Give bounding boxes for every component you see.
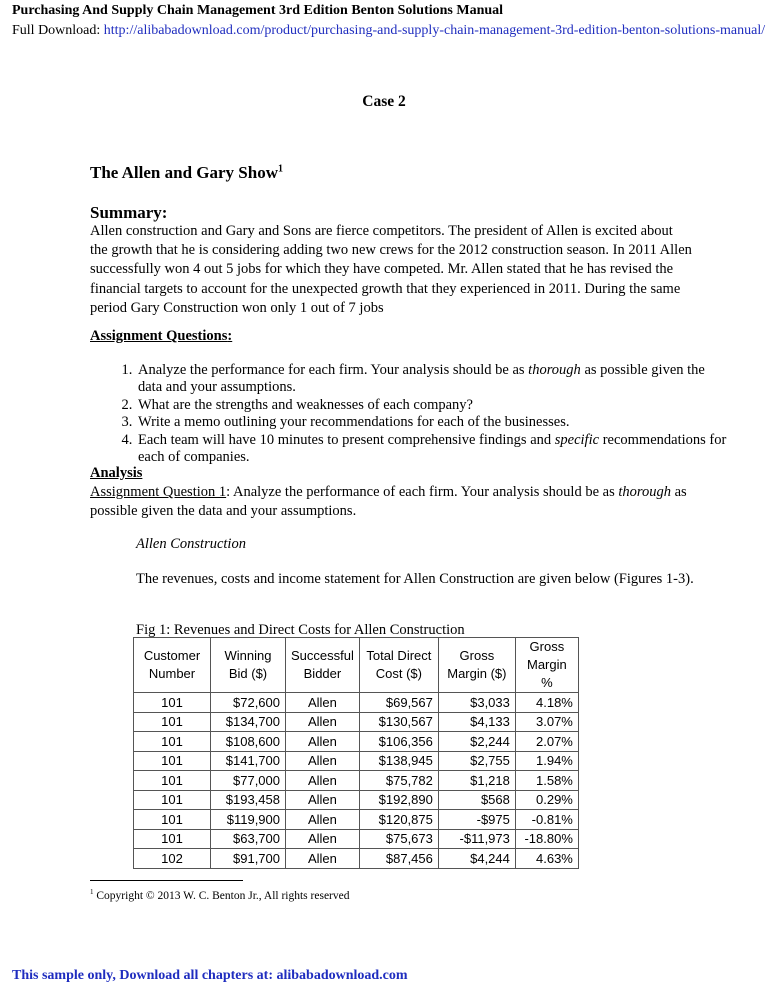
cell-winning-bid: $72,600 bbox=[211, 693, 286, 713]
cell-winning-bid: $91,700 bbox=[211, 849, 286, 869]
footer-download-note[interactable]: This sample only, Download all chapters at: alibabadownload.com bbox=[12, 968, 408, 983]
cell-customer: 101 bbox=[134, 829, 211, 849]
cell-gross-margin-pct: 1.94% bbox=[515, 751, 578, 771]
cell-gross-margin: $4,244 bbox=[438, 849, 515, 869]
cell-customer: 101 bbox=[134, 712, 211, 732]
question-item bbox=[136, 397, 731, 414]
question-3-text: Write a memo outlining your recommendations for each of the businesses. bbox=[138, 414, 570, 431]
analysis-question-text-b: as possible given the data and your assumptions. bbox=[90, 484, 687, 519]
cell-gross-margin: $568 bbox=[438, 790, 515, 810]
table-row bbox=[134, 790, 579, 810]
table-row bbox=[134, 810, 579, 830]
cell-customer: 101 bbox=[134, 751, 211, 771]
cell-gross-margin-pct: 3.07% bbox=[515, 712, 578, 732]
table-header-row bbox=[134, 638, 579, 693]
cell-direct-cost: $138,945 bbox=[359, 751, 438, 771]
assignment-heading-suffix: : bbox=[227, 328, 233, 344]
col-winning-bid: Winning Bid ($) bbox=[211, 638, 286, 693]
analysis-heading: Analysis bbox=[90, 465, 143, 481]
download-label: Full Download: bbox=[12, 23, 101, 38]
cell-gross-margin: $4,133 bbox=[438, 712, 515, 732]
cell-gross-margin-pct: 1.58% bbox=[515, 771, 578, 791]
question-4-emphasis: specific bbox=[554, 431, 600, 448]
footnote bbox=[90, 888, 349, 902]
cell-winning-bid: $193,458 bbox=[211, 790, 286, 810]
allen-construction-subheading: Allen Construction bbox=[136, 536, 246, 552]
table-row bbox=[134, 849, 579, 869]
footnote-text: Copyright © 2013 W. C. Benton Jr., All rights reserved bbox=[96, 889, 350, 902]
cell-direct-cost: $106,356 bbox=[359, 732, 438, 752]
summary-text: Allen construction and Gary and Sons are fierce competitors. The president of Allen is excited about the growth that he is considering adding two new crews for the 2012 construction season. In 2011 Allen successfully won 4 out 5 jobs for which they have competed. Mr. Allen stated that he has revised the financial targets to account for the unexpected growth that they experienced in 2011. During the same period Gary Construction won only 1 out of 7 jobs bbox=[90, 223, 692, 316]
cell-direct-cost: $130,567 bbox=[359, 712, 438, 732]
cell-gross-margin-pct: -18.80% bbox=[515, 829, 578, 849]
col-total-direct-cost: Total Direct Cost ($) bbox=[359, 638, 438, 693]
cell-customer: 101 bbox=[134, 732, 211, 752]
cell-bidder: Allen bbox=[286, 751, 360, 771]
analysis-question-label: Assignment Question 1 bbox=[90, 484, 227, 500]
cell-gross-margin: -$11,973 bbox=[438, 829, 515, 849]
col-successful-bidder: Successful Bidder bbox=[286, 638, 360, 693]
figures-intro: The revenues, costs and income statement for Allen Construction are given below (Figures 1-3). bbox=[136, 571, 694, 587]
question-item bbox=[136, 362, 731, 397]
document-title bbox=[90, 163, 283, 183]
cell-bidder: Allen bbox=[286, 712, 360, 732]
cell-winning-bid: $77,000 bbox=[211, 771, 286, 791]
table-row bbox=[134, 712, 579, 732]
assignment-question-list bbox=[96, 362, 731, 466]
footnote-mark: 1 bbox=[90, 888, 94, 896]
assignment-heading bbox=[90, 328, 232, 345]
question-1-text-b: as possible given the data and your assumptions. bbox=[138, 362, 705, 396]
col-gross-margin: Gross Margin ($) bbox=[438, 638, 515, 693]
cell-gross-margin-pct: 2.07% bbox=[515, 732, 578, 752]
cell-winning-bid: $108,600 bbox=[211, 732, 286, 752]
table-row bbox=[134, 751, 579, 771]
question-1-emphasis: thorough bbox=[528, 362, 581, 378]
assignment-heading-text: Assignment Questions bbox=[90, 328, 228, 344]
summary-heading: Summary: bbox=[90, 203, 168, 222]
figure-caption: Fig 1: Revenues and Direct Costs for Allen Construction bbox=[136, 622, 465, 638]
footnote-divider bbox=[90, 880, 243, 881]
cell-customer: 101 bbox=[134, 810, 211, 830]
cell-winning-bid: $63,700 bbox=[211, 829, 286, 849]
cell-direct-cost: $120,875 bbox=[359, 810, 438, 830]
col-gross-margin-pct: Gross Margin % bbox=[515, 638, 578, 693]
cell-direct-cost: $69,567 bbox=[359, 693, 438, 713]
cell-gross-margin-pct: 0.29% bbox=[515, 790, 578, 810]
cell-bidder: Allen bbox=[286, 849, 360, 869]
table-row bbox=[134, 693, 579, 713]
cell-bidder: Allen bbox=[286, 693, 360, 713]
cell-winning-bid: $141,700 bbox=[211, 751, 286, 771]
revenue-cost-table bbox=[133, 637, 579, 869]
cell-gross-margin-pct: 4.63% bbox=[515, 849, 578, 869]
cell-direct-cost: $87,456 bbox=[359, 849, 438, 869]
analysis-question-emphasis: thorough bbox=[618, 484, 671, 500]
cell-direct-cost: $75,782 bbox=[359, 771, 438, 791]
cell-bidder: Allen bbox=[286, 829, 360, 849]
cell-gross-margin: $3,033 bbox=[438, 693, 515, 713]
header-title: Purchasing And Supply Chain Management 3rd Edition Benton Solutions Manual bbox=[12, 3, 504, 18]
cell-bidder: Allen bbox=[286, 810, 360, 830]
cell-gross-margin: $2,244 bbox=[438, 732, 515, 752]
cell-customer: 101 bbox=[134, 790, 211, 810]
table-row bbox=[134, 771, 579, 791]
question-item bbox=[136, 414, 731, 431]
cell-customer: 101 bbox=[134, 771, 211, 791]
cell-gross-margin-pct: -0.81% bbox=[515, 810, 578, 830]
cell-gross-margin: -$975 bbox=[438, 810, 515, 830]
cell-bidder: Allen bbox=[286, 790, 360, 810]
question-item bbox=[136, 432, 731, 467]
cell-customer: 101 bbox=[134, 693, 211, 713]
question-1-text-a: Analyze the performance for each firm. Your analysis should be as bbox=[138, 362, 529, 378]
question-4-text-b: recommendations for each of companies. bbox=[138, 431, 727, 466]
document-title-text: The Allen and Gary Show bbox=[90, 163, 278, 182]
cell-gross-margin: $1,218 bbox=[438, 771, 515, 791]
cell-winning-bid: $119,900 bbox=[211, 810, 286, 830]
cell-gross-margin-pct: 4.18% bbox=[515, 693, 578, 713]
case-label: Case 2 bbox=[362, 93, 406, 110]
col-customer-number: Customer Number bbox=[134, 638, 211, 693]
cell-direct-cost: $75,673 bbox=[359, 829, 438, 849]
download-link[interactable]: http://alibabadownload.com/product/purchasing-and-supply-chain-management-3rd-edition-benton-solutions-manual/ bbox=[103, 23, 766, 38]
footnote-ref: 1 bbox=[278, 163, 283, 175]
table-row bbox=[134, 829, 579, 849]
table-row bbox=[134, 732, 579, 752]
cell-customer: 102 bbox=[134, 849, 211, 869]
cell-bidder: Allen bbox=[286, 771, 360, 791]
download-line bbox=[12, 23, 765, 39]
analysis-question-text-a: : Analyze the performance of each firm. Your analysis should be as bbox=[226, 484, 619, 500]
question-2-text: What are the strengths and weaknesses of each company? bbox=[138, 396, 473, 413]
question-4-text-a: Each team will have 10 minutes to present comprehensive findings and bbox=[138, 431, 555, 448]
cell-direct-cost: $192,890 bbox=[359, 790, 438, 810]
cell-gross-margin: $2,755 bbox=[438, 751, 515, 771]
cell-bidder: Allen bbox=[286, 732, 360, 752]
analysis-question bbox=[90, 483, 690, 520]
cell-winning-bid: $134,700 bbox=[211, 712, 286, 732]
